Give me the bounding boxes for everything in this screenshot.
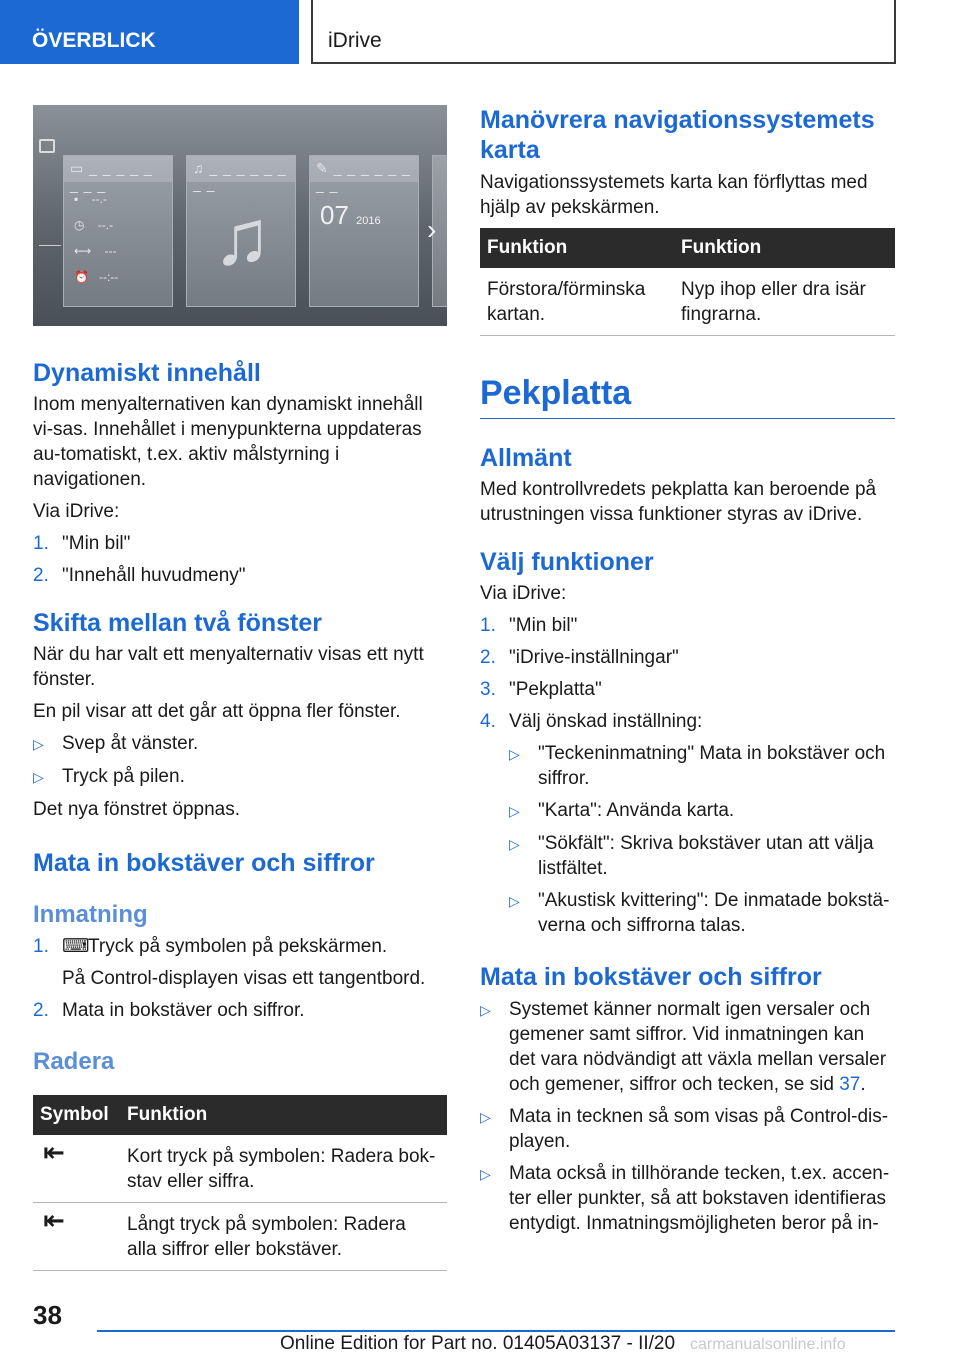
triangle-bullet-icon: ▷	[509, 746, 520, 762]
step-number: 1.	[33, 936, 49, 957]
list-item	[33, 934, 447, 959]
idrive-screen-image	[33, 105, 447, 326]
tile-media-bar	[187, 156, 295, 192]
list-item	[509, 888, 895, 938]
touchpad-heading: Pekplatta	[480, 374, 632, 412]
switch-text: En pil visar att det går att öppna fler fönster.	[33, 701, 401, 722]
step-content	[62, 934, 387, 959]
tile-bar-text: _ _ _ _ _ _ _ _	[70, 160, 153, 193]
step-number: 2.	[33, 565, 49, 586]
step-text: "Min bil"	[509, 615, 578, 636]
bullet-text: Mata också in tillhörande tecken, t.ex. accen-ter eller punkter, så att bokstaven identifieras entydigt. Inmatningsmöjligheten beror på in-	[509, 1163, 890, 1234]
input-letters-heading-right: Mata in bokstäver och siffror	[480, 963, 822, 991]
tile-row-value: --.-	[97, 218, 114, 232]
table-cell: Förstora/förminska kartan.	[480, 268, 674, 336]
step-text: Välj önskad inställning:	[509, 711, 703, 732]
list-item	[480, 677, 895, 702]
input-letters-heading: Mata in bokstäver och siffror	[33, 849, 375, 877]
inmatning-heading: Inmatning	[33, 901, 148, 928]
step-text: "Pekplatta"	[509, 679, 602, 700]
heading-rule	[480, 418, 895, 419]
tile-vehicle-bar	[64, 156, 172, 193]
triangle-bullet-icon: ▷	[480, 1109, 491, 1125]
nav-map-text: Navigationssystemets karta kan förflyttas med hjälp av pekskärmen.	[480, 172, 868, 218]
table-row	[480, 268, 895, 336]
bullet-text: Svep åt vänster.	[62, 733, 199, 754]
general-text: Med kontrollvredets pekplatta kan beroende på utrustningen vissa funktioner styras av iDrive.	[480, 479, 877, 525]
delete-icon: ⇤	[33, 1135, 120, 1203]
chevron-right-icon[interactable]: ›	[427, 214, 437, 245]
step-text: "Min bil"	[62, 533, 131, 554]
triangle-bullet-icon: ▷	[480, 1002, 491, 1018]
list-item	[33, 731, 447, 757]
step-number: 1.	[480, 615, 496, 636]
tile-row-value: --.-	[91, 192, 107, 206]
triangle-bullet-icon: ▷	[480, 1166, 491, 1182]
step-subtext: På Control-displayen visas ett tangentbord.	[62, 968, 426, 989]
switch-text: När du har valt ett menyalternativ visas ett nytt fönster.	[33, 644, 424, 690]
section-tab: ÖVERBLICK	[0, 0, 299, 64]
tile-row: ⟷ ---	[74, 244, 117, 258]
switch-text: Det nya fönstret öppnas.	[33, 799, 241, 820]
list-item	[480, 709, 895, 734]
menu-divider	[39, 245, 61, 246]
triangle-bullet-icon: ▷	[33, 769, 44, 785]
bullet-text-part: Systemet känner normalt igen versaler och gemener samt siffror. Vid inmatningen kan det vara nödvändigt att växla mellan versaler och gemener, siffror och tecken, se sid	[509, 999, 887, 1095]
step-text: Mata in bokstäver och siffror.	[62, 1000, 305, 1021]
watermark: carmanualsonline.info	[690, 1336, 846, 1353]
tile-bar-text: _ _ _ _ _ _ _ _	[193, 160, 287, 192]
step-number: 2.	[33, 1000, 49, 1021]
bullet-text: "Karta": Använda karta.	[538, 800, 735, 821]
radera-table	[33, 1095, 447, 1271]
menu-grid-icon	[39, 139, 55, 153]
tile-row-value: ---	[104, 244, 117, 258]
tile-row-value: --:--	[98, 270, 119, 284]
bullet-text	[509, 997, 895, 1097]
step-number: 4.	[480, 711, 496, 732]
tile-vehicle-status	[63, 155, 173, 307]
list-item	[480, 997, 895, 1097]
car-icon: ▭	[70, 160, 85, 176]
tile-media	[186, 155, 296, 307]
tile-partial	[427, 155, 447, 307]
list-item	[33, 998, 447, 1023]
footer-edition: Online Edition for Part no. 01405A03137 - II/20	[280, 1333, 676, 1354]
table-cell: Långt tryck på symbolen: Radera alla siffror eller bokstäver.	[120, 1203, 447, 1271]
step-number: 2.	[480, 647, 496, 668]
table-header-cell: Funktion	[120, 1095, 447, 1135]
link-icon: ✎	[316, 160, 329, 176]
list-item	[509, 831, 895, 881]
table-header-cell: Funktion	[674, 228, 895, 268]
page-link[interactable]: 37	[839, 1074, 861, 1095]
dynamic-content-text: Inom menyalternativen kan dynamiskt innehåll vi-sas. Innehållet i menypunkterna uppdateras au-tomatiskt, t.ex. aktiv målstyrning i navigationen.	[33, 394, 423, 490]
bullet-text: "Sökfält": Skriva bokstäver utan att välja listfältet.	[538, 833, 874, 879]
list-item	[509, 741, 895, 791]
left-column	[33, 105, 447, 1271]
via-idrive-label: Via iDrive:	[33, 501, 120, 522]
table-cell: Kort tryck på symbolen: Radera bok-stav eller siffra.	[120, 1135, 447, 1203]
step-number: 1.	[33, 533, 49, 554]
triangle-bullet-icon: ▷	[509, 803, 520, 819]
list-item	[480, 1161, 895, 1236]
bullet-text-part: .	[860, 1074, 866, 1095]
bullet-text: "Teckeninmatning" Mata in bokstäver och siffror.	[538, 743, 886, 789]
general-heading: Allmänt	[480, 444, 572, 472]
table-header-row	[33, 1095, 447, 1135]
step-text: Tryck på symbolen på pekskärmen.	[88, 936, 388, 957]
bullet-text: "Akustisk kvittering": De inmatade bokstä-verna och siffrorna talas.	[538, 890, 890, 936]
list-item	[33, 764, 447, 790]
music-note-large-icon: ♫	[212, 193, 272, 281]
list-item	[509, 798, 895, 824]
dynamic-content-heading: Dynamiskt innehåll	[33, 359, 261, 387]
triangle-bullet-icon: ▷	[509, 836, 520, 852]
triangle-bullet-icon: ▷	[509, 893, 520, 909]
list-item	[33, 563, 447, 588]
right-column	[480, 105, 895, 1236]
bullet-text: Mata in tecknen så som visas på Control-dis-playen.	[509, 1106, 889, 1152]
step-text: "iDrive-inställningar"	[509, 647, 679, 668]
step-text: "Innehåll huvudmeny"	[62, 565, 246, 586]
touch-keyboard-icon: ⌨	[62, 936, 90, 957]
page-number: 38	[33, 1300, 62, 1330]
select-functions-heading: Välj funktioner	[480, 548, 654, 576]
switch-windows-heading: Skifta mellan två fönster	[33, 609, 322, 637]
table-row	[33, 1135, 447, 1203]
music-note-icon: ♫	[193, 160, 205, 176]
tile-calendar	[309, 155, 419, 307]
date-day: 07	[320, 200, 349, 230]
table-row	[33, 1203, 447, 1271]
table-header-row	[480, 228, 895, 268]
footer-rule	[97, 1330, 895, 1332]
table-header-cell: Funktion	[480, 228, 674, 268]
delete-icon: ⇤	[33, 1203, 120, 1271]
list-item	[480, 1104, 895, 1154]
step-number: 3.	[480, 679, 496, 700]
bullet-text: Tryck på pilen.	[62, 766, 185, 787]
via-idrive-label: Via iDrive:	[480, 583, 567, 604]
tile-row: ◷ --.-	[74, 218, 114, 232]
date-year: 2016	[356, 215, 381, 227]
list-item	[480, 613, 895, 638]
chapter-title: iDrive	[311, 0, 896, 64]
tile-row: ▪ --.-	[74, 192, 107, 206]
tile-row: ⏰ --:--	[74, 270, 119, 284]
list-item	[480, 645, 895, 670]
triangle-bullet-icon: ▷	[33, 736, 44, 752]
tile-bar-text: _ _ _ _ _ _ _ _	[316, 160, 411, 193]
tile-calendar-bar	[310, 156, 418, 193]
calendar-date	[320, 200, 381, 231]
nav-map-heading: Manövrera navigationssystemets karta	[480, 106, 875, 164]
radera-heading: Radera	[33, 1048, 115, 1075]
table-header-cell: Symbol	[33, 1095, 120, 1135]
nav-map-table	[480, 228, 895, 336]
list-item	[33, 531, 447, 556]
table-cell: Nyp ihop eller dra isär fingrarna.	[674, 268, 895, 336]
